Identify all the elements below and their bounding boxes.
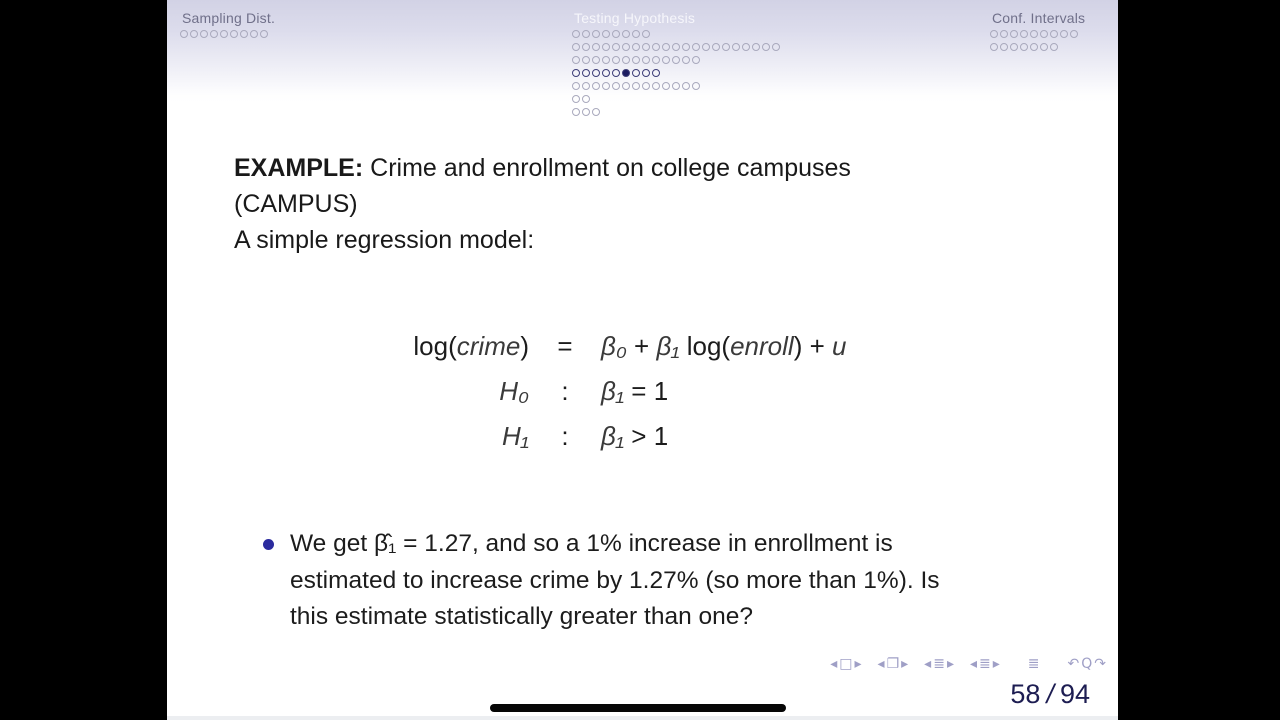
slide-dot-icon[interactable] [990,43,998,51]
slide-dot-icon[interactable] [662,43,670,51]
slide-dot-icon[interactable] [632,56,640,64]
title-line-2: (CAMPUS) [234,190,358,218]
page-current: 58 [1010,679,1041,709]
slide-dot-icon[interactable] [260,30,268,38]
slide-dot-icon[interactable] [652,82,660,90]
slide-dot-icon[interactable] [762,43,770,51]
section-title-conf-intervals[interactable]: Conf. Intervals [992,10,1086,26]
nav-symbol-icon[interactable]: □ [839,656,855,672]
nav-section-testing-hypothesis [572,10,782,121]
slide-dot-icon[interactable] [752,43,760,51]
slide-dot-icon[interactable] [1050,43,1058,51]
nav-symbol-icon[interactable]: ◂ [924,656,934,672]
slide-dot-icon[interactable] [672,43,680,51]
equation-lhs: H₁ [502,421,529,451]
slide-dot-icon[interactable] [592,69,600,77]
slide-dot-icon[interactable] [592,56,600,64]
slide-dot-icon[interactable] [642,30,650,38]
slide-dot-icon[interactable] [692,56,700,64]
slide-dot-icon[interactable] [612,82,620,90]
video-progress-bar[interactable] [490,704,786,712]
nav-symbol-icon[interactable]: ◂ [969,656,979,672]
slide-dot-icon[interactable] [602,56,610,64]
nav-symbol-group [970,656,1002,672]
slide-dot-row [572,108,782,121]
slide-dot-icon[interactable] [602,82,610,90]
slide-dot-icon[interactable] [692,82,700,90]
nav-symbol-icon[interactable]: ▸ [992,656,1002,672]
slide-dot-icon[interactable] [572,95,580,103]
slide-dot-icon[interactable] [572,30,580,38]
nav-symbol-group [1068,656,1109,672]
slide-dots-sampling-dist[interactable] [180,30,275,43]
nav-symbol-icon[interactable]: ▸ [854,656,864,672]
slide-dot-icon[interactable] [220,30,228,38]
slide-dot-row [572,69,782,82]
slide-dot-icon[interactable] [602,43,610,51]
slide-dot-icon[interactable] [210,30,218,38]
slide-dot-icon[interactable] [642,69,650,77]
slide-dot-icon[interactable] [582,69,590,77]
slide-dot-icon[interactable] [1030,43,1038,51]
nav-symbol-icon[interactable]: ↶ [1067,656,1082,672]
slide-dot-icon[interactable] [682,56,690,64]
nav-symbol-icon[interactable]: ≣ [933,656,947,672]
nav-symbol-icon[interactable]: ▸ [946,656,956,672]
nav-symbol-group [1028,656,1042,672]
slide-title-block [234,150,954,258]
letterbox-right [1118,0,1280,720]
example-label: EXAMPLE: [234,154,364,182]
bullet-line-1: We get β̂₁ = 1.27, and so a 1% increase in enrollment is [290,530,893,557]
slide-dot-row [572,30,782,43]
slide-dot-row [572,95,782,108]
slide-dot-icon[interactable] [632,30,640,38]
slide-dot-icon[interactable] [592,30,600,38]
nav-symbol-group [830,656,863,672]
slide-dot-icon[interactable] [612,43,620,51]
section-title-testing-hypothesis[interactable]: Testing Hypothesis [574,10,696,26]
equation-block [367,324,846,459]
slide-dot-icon[interactable] [632,43,640,51]
slide-dot-icon[interactable] [1040,43,1048,51]
nav-symbol-icon[interactable]: ≣ [1027,656,1042,672]
slide-dot-icon[interactable] [732,43,740,51]
slide-dot-row [180,30,275,43]
equation-rhs: β₁ > 1 [601,421,669,451]
equation-lhs: log(crime) [413,331,529,361]
slide-dot-icon[interactable] [1020,43,1028,51]
slide-dot-icon[interactable] [632,69,640,77]
slide-dot-icon[interactable] [1020,30,1028,38]
slide-dot-icon[interactable] [572,69,580,77]
slide-dots-testing-hypothesis[interactable] [572,30,782,121]
bottom-edge-strip [167,716,1118,720]
slide-dot-icon[interactable] [602,69,610,77]
slide-dot-icon[interactable] [582,30,590,38]
page-separator: / [1046,679,1054,709]
slide-dot-icon[interactable] [592,43,600,51]
slide-dots-conf-intervals[interactable] [990,30,1085,56]
slide-dot-icon[interactable] [1010,30,1018,38]
slide-dot-icon[interactable] [602,30,610,38]
slide-dot-icon[interactable] [230,30,238,38]
slide-dot-icon[interactable] [1000,43,1008,51]
letterbox-left [0,0,167,720]
slide-dot-icon[interactable] [1030,30,1038,38]
slide-dot-row [990,43,1085,56]
title-line-3: A simple regression model: [234,226,535,254]
slide-dot-icon[interactable] [642,56,650,64]
slide-dot-icon[interactable] [1060,30,1068,38]
slide-dot-icon[interactable] [582,82,590,90]
title-line-1-rest: Crime and enrollment on college campuses [363,154,851,182]
page-total: 94 [1059,679,1090,709]
equation-op: : [561,376,569,406]
slide-dot-icon[interactable] [742,43,750,51]
beamer-slide [167,0,1118,720]
slide-dot-icon[interactable] [190,30,198,38]
nav-symbol-icon[interactable]: ▸ [901,656,911,672]
slide-dot-icon[interactable] [702,43,710,51]
nav-symbol-icon[interactable]: ◂ [877,656,887,672]
slide-dot-icon[interactable] [572,56,580,64]
equation-lhs: H₀ [499,376,529,406]
equation-op: : [561,421,569,451]
slide-dot-icon[interactable] [1010,43,1018,51]
slide-dot-icon[interactable] [990,30,998,38]
bullet-text [290,526,940,636]
slide-dot-icon[interactable] [672,56,680,64]
slide-dot-icon[interactable] [722,43,730,51]
slide-dot-icon[interactable] [682,82,690,90]
slide-dot-icon[interactable] [642,43,650,51]
slide-dot-icon[interactable] [1050,30,1058,38]
bullet-line-2: estimated to increase crime by 1.27% (so more than 1%). Is [290,566,940,594]
slide-dot-icon[interactable] [592,108,600,116]
bullet-item [263,526,940,636]
slide-dot-row [572,43,782,56]
slide-dot-icon[interactable] [582,56,590,64]
slide-dot-icon[interactable] [642,82,650,90]
slide-dot-icon[interactable] [612,56,620,64]
slide-dot-icon[interactable] [1040,30,1048,38]
nav-section-conf-intervals [990,10,1085,56]
slide-dot-icon[interactable] [622,82,630,90]
slide-dot-icon[interactable] [572,82,580,90]
slide-dot-icon[interactable] [180,30,188,38]
page-number [1010,679,1090,709]
slide-dot-row [572,56,782,69]
slide-dot-icon[interactable] [622,30,630,38]
slide-dot-icon[interactable] [712,43,720,51]
slide-dot-icon[interactable] [632,82,640,90]
slide-dot-icon[interactable] [250,30,258,38]
slide-dot-icon[interactable] [1000,30,1008,38]
slide-dot-icon[interactable] [672,82,680,90]
slide-dot-icon[interactable] [572,43,580,51]
bullet-marker-icon [263,539,274,550]
slide-dot-icon[interactable] [572,108,580,116]
equation-rhs: β₁ = 1 [601,376,669,406]
slide-dot-icon[interactable] [612,69,620,77]
bullet-line-3: this estimate statistically greater than one? [290,603,754,630]
slide-dot-icon[interactable] [592,82,600,90]
slide-dot-icon[interactable] [200,30,208,38]
slide-dot-icon[interactable] [652,56,660,64]
slide-dot-row [572,82,782,95]
nav-section-sampling-dist [180,10,275,43]
equation-rhs: β₀ + β₁ log(enroll) + u [601,331,847,361]
beamer-navigation-bar [816,656,1108,672]
slide-dot-row [990,30,1085,43]
equation-op: = [557,331,573,361]
title-line-1 [234,150,954,186]
slide-dot-icon[interactable] [622,56,630,64]
slide-dot-icon[interactable] [662,56,670,64]
slide-dot-icon[interactable] [652,69,660,77]
slide-dot-icon[interactable] [582,95,590,103]
slide-dot-icon[interactable] [240,30,248,38]
slide-dot-icon[interactable] [582,108,590,116]
nav-symbol-group [878,656,911,672]
slide-dot-icon[interactable] [652,43,660,51]
nav-symbol-icon[interactable]: ❐ [886,656,902,672]
slide-dot-icon[interactable] [662,82,670,90]
slide-dot-icon[interactable] [1070,30,1078,38]
slide-dot-icon[interactable] [772,43,780,51]
slide-dot-icon[interactable] [682,43,690,51]
nav-symbol-icon[interactable]: ◂ [830,656,840,672]
slide-dot-icon[interactable] [612,30,620,38]
nav-symbol-group [924,656,956,672]
slide-dot-icon[interactable] [582,43,590,51]
nav-symbol-icon[interactable]: ≣ [979,656,993,672]
current-slide-dot-icon[interactable] [622,69,630,77]
nav-symbol-icon[interactable]: ↷ [1094,656,1108,672]
section-title-sampling-dist[interactable]: Sampling Dist. [182,10,276,26]
slide-dot-icon[interactable] [622,43,630,51]
nav-symbol-icon[interactable]: Q [1081,656,1095,672]
slide-dot-icon[interactable] [692,43,700,51]
